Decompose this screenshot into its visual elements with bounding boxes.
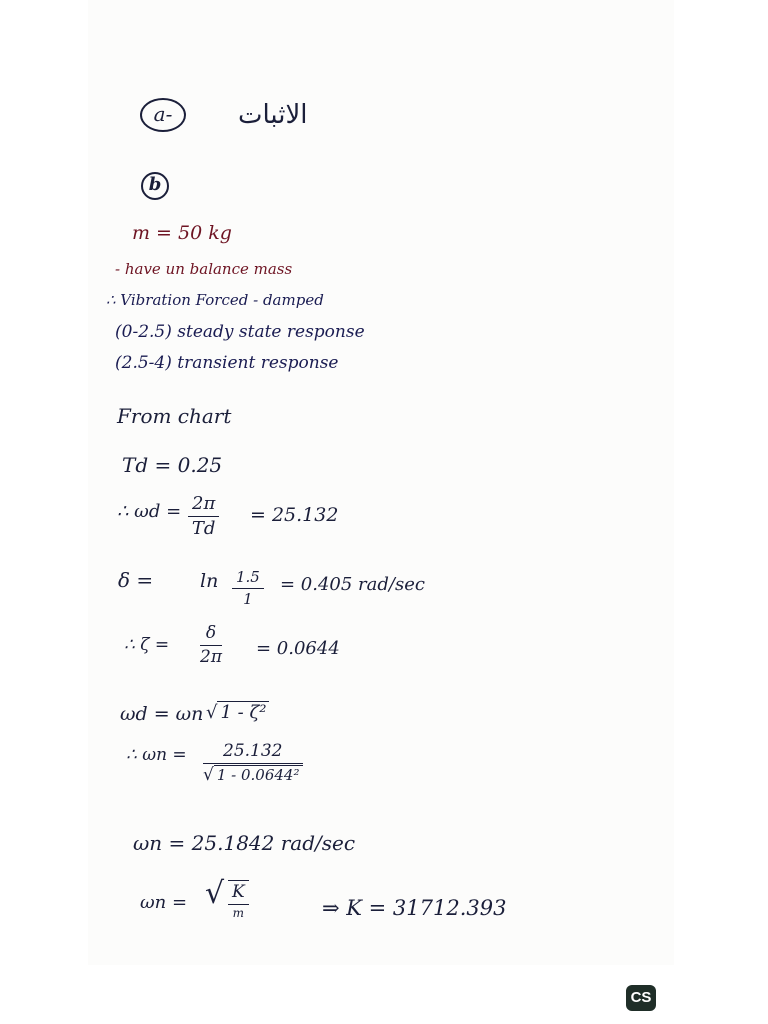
k-lhs: ωn = (140, 892, 188, 913)
wd-fraction (188, 494, 219, 539)
delta-fraction (232, 569, 264, 607)
zeta-fraction (200, 624, 222, 666)
zeta-lhs: ∴ ζ = (124, 635, 170, 655)
td-value: Td = 0.25 (122, 453, 223, 477)
wd-lhs: ∴ ωd = (117, 501, 182, 522)
wd-formula-radical (206, 702, 269, 723)
delta-numerator: 1.5 (232, 569, 264, 589)
sqrt-icon: √ (203, 764, 214, 785)
part-a-text: الاثبات (238, 100, 308, 130)
delta-result: = 0.405 rad/sec (280, 574, 425, 595)
zeta-numerator: δ (200, 624, 222, 646)
camscanner-logo: CS (626, 985, 656, 1011)
wn-radicand: 1 - 0.0644² (214, 765, 303, 784)
wd-numerator: 2π (188, 494, 219, 517)
k-radical (205, 876, 224, 911)
wn-result: ωn = 25.1842 rad/sec (133, 831, 356, 855)
wd-denominator: Td (191, 517, 216, 539)
k-fraction (228, 880, 249, 920)
wd-result: = 25.132 (250, 504, 339, 526)
delta-ln: ln (200, 570, 219, 592)
k-denominator: m (232, 905, 245, 920)
given-note-2: ∴ Vibration Forced - damped (106, 291, 324, 309)
part-b-label: b (141, 172, 169, 200)
wn-lhs: ∴ ωn = (126, 745, 187, 765)
sqrt-icon: √ (206, 702, 218, 723)
transient-range: (2.5-4) transient response (115, 353, 339, 373)
wn-numerator: 25.132 (203, 742, 303, 764)
delta-denominator: 1 (243, 589, 253, 608)
k-numerator: K (228, 883, 249, 905)
zeta-result: = 0.0644 (256, 638, 340, 659)
steady-state-range: (0-2.5) steady state response (115, 322, 365, 342)
wd-formula-radicand: 1 - ζ² (217, 701, 269, 723)
paper-sheet (88, 0, 674, 965)
given-mass: m = 50 kg (132, 222, 232, 244)
sqrt-icon: √ (205, 876, 225, 911)
k-result: ⇒ K = 31712.393 (322, 896, 507, 920)
given-note-1: - have un balance mass (115, 260, 293, 278)
zeta-denominator: 2π (200, 646, 222, 667)
from-chart-heading: From chart (117, 404, 232, 428)
wn-denominator (203, 764, 303, 785)
part-a-label: a- (140, 98, 186, 132)
wn-fraction (203, 742, 303, 784)
delta-lhs: δ = (118, 568, 154, 592)
wd-formula-lhs: ωd = ωn (120, 703, 204, 725)
